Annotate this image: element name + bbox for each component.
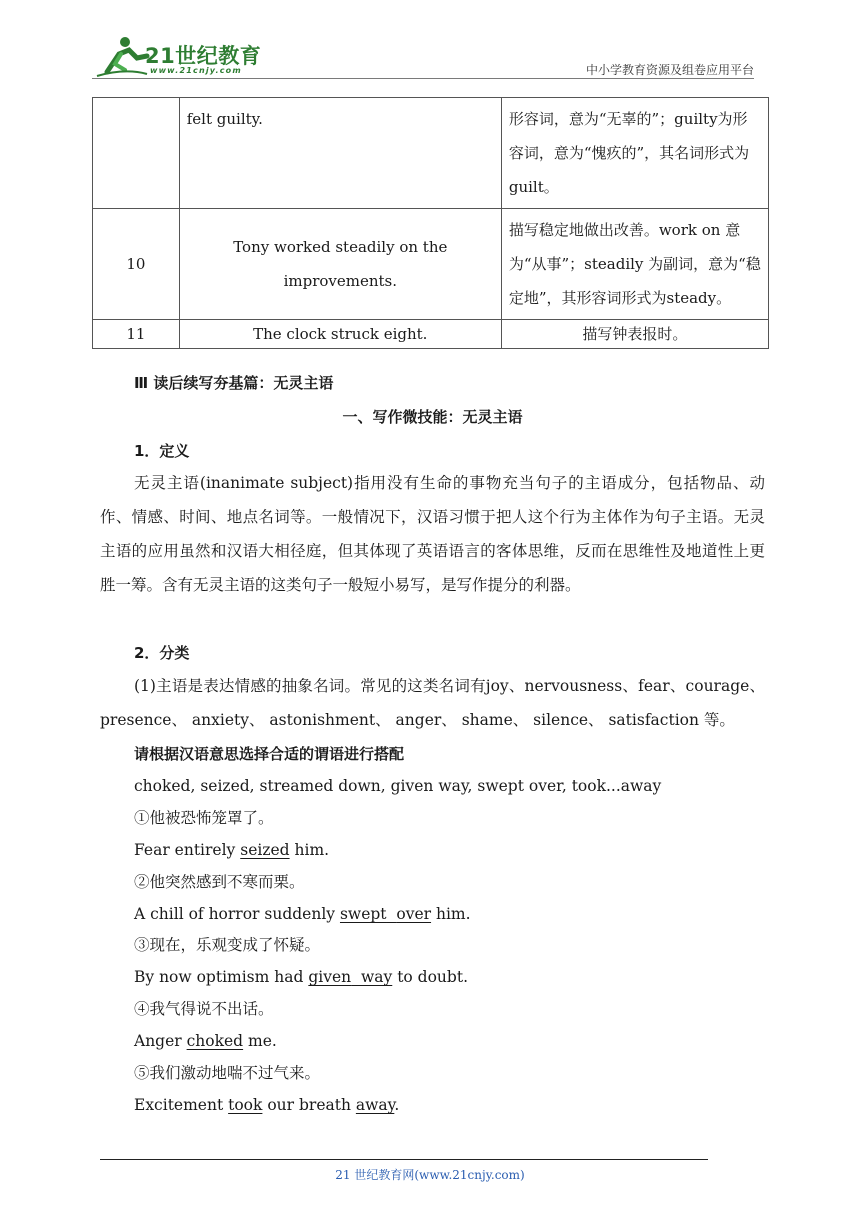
logo-text: 21世纪教育 <box>145 44 262 68</box>
exercise-options: choked, seized, streamed down, given way, swept over, took...away <box>134 777 662 795</box>
row-sentence: felt guilty. <box>179 98 501 209</box>
item-english: By now optimism had given way to doubt. <box>134 968 468 986</box>
exercise-heading: 请根据汉语意思选择合适的谓语进行搭配 <box>134 745 405 763</box>
item-english: Anger choked me. <box>134 1032 277 1050</box>
item-english: Excitement took our breath away. <box>134 1096 400 1114</box>
platform-name: 中小学教育资源及组卷应用平台 <box>585 63 754 77</box>
table-row <box>93 209 769 320</box>
definition-paragraph: 无灵主语(inanimate subject)指用没有生命的事物充当句子的主语成分，包括物品、动作、情感、时间、地点名词等。一般情况下，汉语习惯于把人这个行为主体作为句子主语。无灵主语的应用虽然和汉语大相径庭，但其体现了英语语言的客体思维，反而在思维性及地道性上更胜一筹。含有无灵主语的这类句子一般短小易写，是写作提分的利器。 <box>100 474 765 594</box>
row-note: 描写稳定地做出改善。work on 意为“从事”；steadily 为副词，意为“稳定地”，其形容词形式为steady。 <box>501 209 768 320</box>
vocab-table <box>92 97 769 349</box>
answer-blank: seized <box>240 841 290 859</box>
row-note: 形容词，意为“无辜的”；guilty为形容词，意为“愧疚的”，其名词形式为 guilt。 <box>501 98 768 209</box>
section-heading: Ⅲ 读后续写夯基篇：无灵主语 <box>134 374 334 392</box>
footer-text[interactable]: 21 世纪教育网(www.21cnjy.com) <box>335 1168 525 1182</box>
answer-blank: swept over <box>339 905 432 923</box>
row-number: 10 <box>93 209 180 320</box>
sub-heading: 一、写作微技能：无灵主语 <box>342 408 523 426</box>
row-sentence: Tony worked steadily on the improvements. <box>179 209 501 320</box>
answer-blank: given way <box>308 968 393 986</box>
row-number: 11 <box>93 320 180 349</box>
item-chinese: ④我气得说不出话。 <box>134 1000 274 1018</box>
answer-blank: away <box>355 1096 395 1114</box>
category-heading: 2．分类 <box>134 644 190 662</box>
item-english: Fear entirely seized him. <box>134 841 330 859</box>
header-divider <box>92 78 754 79</box>
row-sentence: The clock struck eight. <box>179 320 501 349</box>
logo-url: www.21cnjy.com <box>150 66 242 75</box>
item-chinese: ⑤我们激动地喘不过气来。 <box>134 1064 321 1082</box>
item-chinese: ①他被恐怖笼罩了。 <box>134 809 274 827</box>
row-number <box>93 98 180 209</box>
definition-heading: 1．定义 <box>134 442 190 460</box>
item-chinese: ③现在，乐观变成了怀疑。 <box>134 936 321 954</box>
item-chinese: ②他突然感到不寒而栗。 <box>134 873 305 891</box>
table-row <box>93 98 769 209</box>
footer-divider <box>100 1159 708 1160</box>
answer-blank: took <box>228 1096 263 1114</box>
category-paragraph: (1)主语是表达情感的抽象名词。常见的这类名词有joy、nervousness、fear、courage、presence、 anxiety、 astonishment、 anger、 shame、 silence、 satisfaction 等。 <box>100 677 765 729</box>
row-note: 描写钟表报时。 <box>501 320 768 349</box>
answer-blank: choked <box>186 1032 244 1050</box>
item-english: A chill of horror suddenly swept over him. <box>134 905 471 923</box>
table-row <box>93 320 769 349</box>
